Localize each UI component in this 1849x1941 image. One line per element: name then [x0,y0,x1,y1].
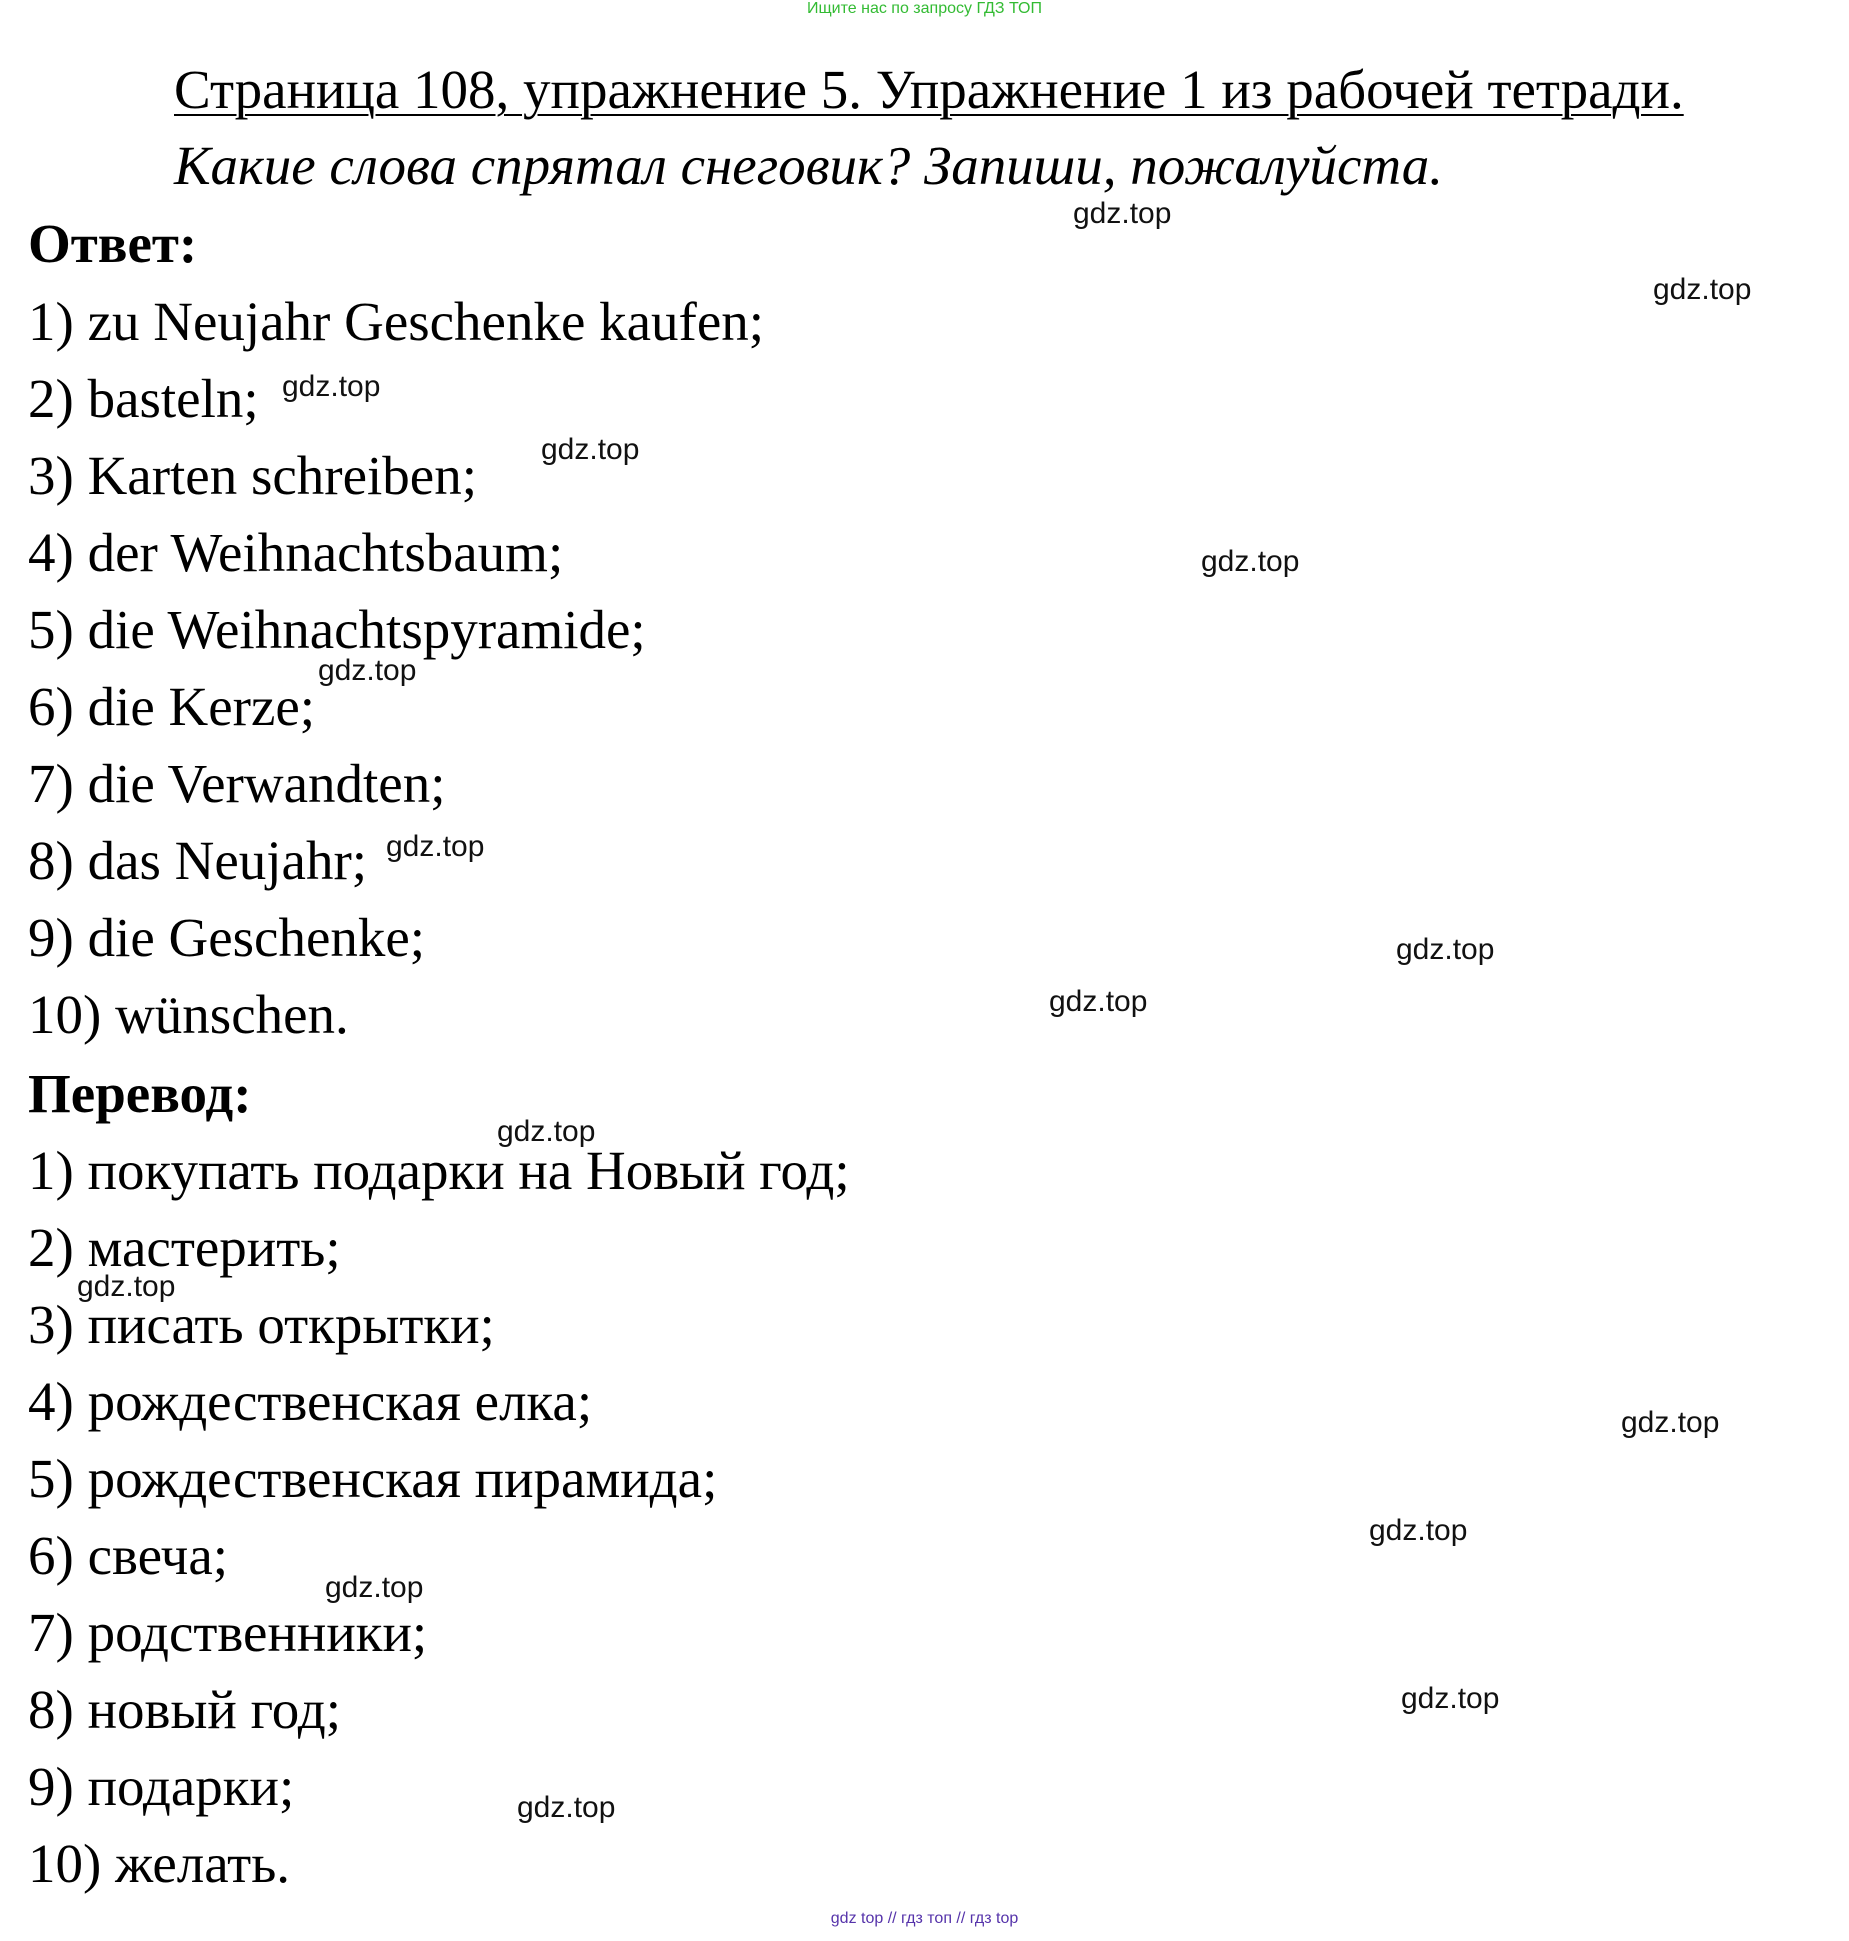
list-item: 7) die Verwandten; [28,753,446,814]
answer-heading: Ответ: [28,213,198,274]
watermark: gdz.top [386,830,485,863]
list-item: 7) родственники; [28,1602,428,1663]
watermark: gdz.top [1201,545,1300,578]
watermark: gdz.top [1653,273,1752,306]
top-banner: Ищите нас по запросу ГДЗ ТОП [807,0,1042,17]
watermark: gdz.top [1621,1406,1720,1439]
watermark: gdz.top [1049,985,1148,1018]
task-text: Какие слова спрятал снеговик? Запиши, пожалуйста. [174,135,1444,196]
watermark: gdz.top [318,654,417,687]
list-item: 1) покупать подарки на Новый год; [28,1140,850,1201]
watermark: gdz.top [1401,1682,1500,1715]
list-item: 2) мастерить; [28,1217,341,1278]
translation-heading: Перевод: [28,1063,252,1124]
watermark: gdz.top [497,1115,596,1148]
list-item: 9) подарки; [28,1756,295,1817]
bottom-banner: gdz top // гдз топ // гдз top [830,1910,1019,1927]
list-item: 8) новый год; [28,1679,341,1740]
list-item: 3) Karten schreiben; [28,445,477,506]
watermark: gdz.top [1073,197,1172,230]
list-item: 5) рождественская пирамида; [28,1448,718,1509]
page-title: Страница 108, упражнение 5. Упражнение 1 из рабочей тетради. [174,59,1684,120]
list-item: 2) basteln; [28,368,259,429]
watermark: gdz.top [517,1791,616,1824]
list-item: 4) der Weihnachtsbaum; [28,522,564,583]
list-item: 5) die Weihnachtspyramide; [28,599,646,660]
list-item: 3) писать открытки; [28,1294,495,1355]
list-item: 10) желать. [28,1833,291,1894]
list-item: 8) das Neujahr; [28,830,368,891]
list-item: 9) die Geschenke; [28,907,426,968]
watermark: gdz.top [1396,933,1495,966]
watermark: gdz.top [325,1571,424,1604]
list-item: 10) wünschen. [28,984,349,1045]
watermark: gdz.top [541,433,640,466]
list-item: 1) zu Neujahr Geschenke kaufen; [28,291,765,352]
watermark: gdz.top [282,370,381,403]
watermark: gdz.top [1369,1514,1468,1547]
list-item: 4) рождественская елка; [28,1371,593,1432]
translation-list [28,1132,850,1902]
list-item: 6) die Kerze; [28,676,316,737]
list-item: 6) свеча; [28,1525,229,1586]
watermark: gdz.top [77,1270,176,1303]
